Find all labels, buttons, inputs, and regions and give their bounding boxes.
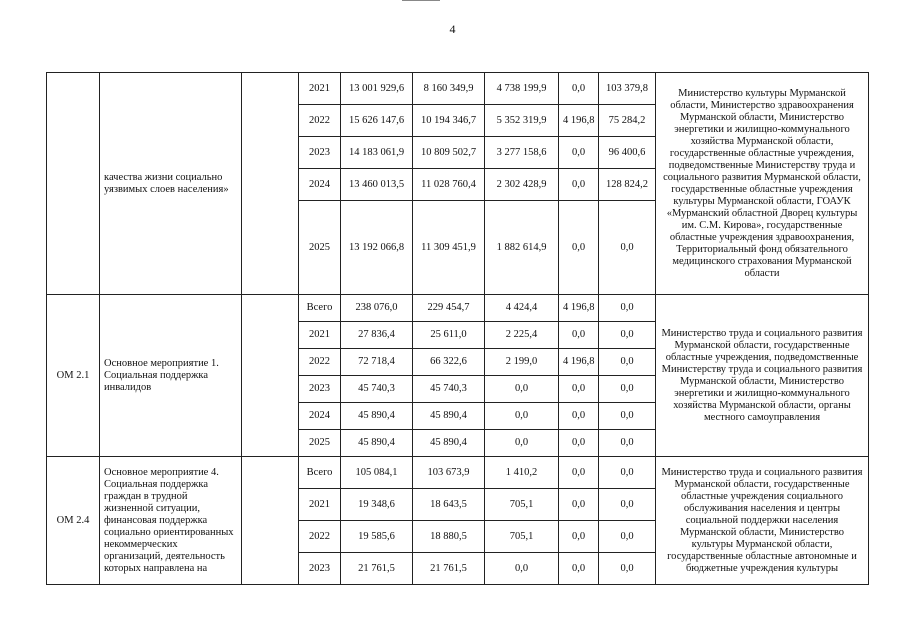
table-row xyxy=(47,295,869,322)
measure-name: Основное мероприятие 4. Социальная поддержка граждан в трудной жизненной ситуации, финансовая поддержка социально ориентированных некоммерческих организаций, деятельность которых направлена на xyxy=(100,457,242,585)
empty-cell xyxy=(242,457,299,585)
amount-cell: 103 379,8 xyxy=(599,73,656,105)
amount-cell: 96 400,6 xyxy=(599,137,656,169)
total-cell: 13 460 013,5 xyxy=(341,169,413,201)
year-cell: 2021 xyxy=(299,73,341,105)
amount-cell: 0,0 xyxy=(559,322,599,349)
amount-cell: 0,0 xyxy=(485,403,559,430)
total-cell: 72 718,4 xyxy=(341,349,413,376)
measure-name: Основное мероприятие 1. Социальная поддержка инвалидов xyxy=(100,295,242,457)
table-row xyxy=(47,457,869,489)
amount-cell: 10 194 346,7 xyxy=(413,105,485,137)
measure-code: ОМ 2.4 xyxy=(47,457,100,585)
total-cell: 27 836,4 xyxy=(341,322,413,349)
amount-cell: 0,0 xyxy=(599,403,656,430)
year-cell: 2023 xyxy=(299,137,341,169)
amount-cell: 103 673,9 xyxy=(413,457,485,489)
amount-cell: 0,0 xyxy=(599,521,656,553)
total-cell: 15 626 147,6 xyxy=(341,105,413,137)
amount-cell: 66 322,6 xyxy=(413,349,485,376)
executors-cell: Министерство культуры Мурманской области, Министерство здравоохранения Мурманской области, Министерство энергетики и жилищно-коммунального хозяйства Мурманской области, государственные областные учреждения, подведомственные Министерству труда и социального развития Мурманской области, государственные областные учреждения культуры Мурманской области, ГОАУК «Мурманский областной Дворец культуры им. С.М. Кирова», государственные областные учреждения здравоохранения, Территориальный фонд обязательного медицинского страхования Мурманской области xyxy=(656,73,869,295)
amount-cell: 0,0 xyxy=(559,201,599,295)
year-cell: 2022 xyxy=(299,105,341,137)
total-cell: 45 890,4 xyxy=(341,430,413,457)
year-cell: 2023 xyxy=(299,553,341,585)
table-row xyxy=(47,73,869,105)
year-cell: 2025 xyxy=(299,201,341,295)
amount-cell: 0,0 xyxy=(559,169,599,201)
year-cell: 2024 xyxy=(299,403,341,430)
amount-cell: 0,0 xyxy=(485,553,559,585)
amount-cell: 11 028 760,4 xyxy=(413,169,485,201)
amount-cell: 0,0 xyxy=(559,137,599,169)
amount-cell: 10 809 502,7 xyxy=(413,137,485,169)
amount-cell: 45 890,4 xyxy=(413,430,485,457)
year-cell: 2021 xyxy=(299,322,341,349)
total-cell: 19 348,6 xyxy=(341,489,413,521)
amount-cell: 4 424,4 xyxy=(485,295,559,322)
amount-cell: 0,0 xyxy=(559,403,599,430)
amount-cell: 11 309 451,9 xyxy=(413,201,485,295)
measure-code: ОМ 2.1 xyxy=(47,295,100,457)
amount-cell: 705,1 xyxy=(485,521,559,553)
amount-cell: 0,0 xyxy=(599,457,656,489)
amount-cell: 0,0 xyxy=(485,376,559,403)
amount-cell: 0,0 xyxy=(559,457,599,489)
amount-cell: 128 824,2 xyxy=(599,169,656,201)
amount-cell: 2 302 428,9 xyxy=(485,169,559,201)
amount-cell: 0,0 xyxy=(599,322,656,349)
amount-cell: 0,0 xyxy=(559,489,599,521)
amount-cell: 0,0 xyxy=(599,295,656,322)
amount-cell: 0,0 xyxy=(599,430,656,457)
year-cell: 2025 xyxy=(299,430,341,457)
amount-cell: 4 196,8 xyxy=(559,105,599,137)
amount-cell: 0,0 xyxy=(559,553,599,585)
amount-cell: 45 740,3 xyxy=(413,376,485,403)
amount-cell: 0,0 xyxy=(559,73,599,105)
amount-cell: 8 160 349,9 xyxy=(413,73,485,105)
amount-cell: 0,0 xyxy=(559,430,599,457)
executors-cell: Министерство труда и социального развития Мурманской области, государственные областные учреждения, подведомственные Министерству труда и социального развития Мурманской области, Министерство энергетики и жилищно-коммунального хозяйства Мурманской области, органы местного самоуправления xyxy=(656,295,869,457)
total-cell: 21 761,5 xyxy=(341,553,413,585)
top-scan-mark xyxy=(402,0,440,1)
year-cell: 2024 xyxy=(299,169,341,201)
amount-cell: 1 410,2 xyxy=(485,457,559,489)
total-cell: 45 740,3 xyxy=(341,376,413,403)
total-cell: 238 076,0 xyxy=(341,295,413,322)
amount-cell: 705,1 xyxy=(485,489,559,521)
amount-cell: 25 611,0 xyxy=(413,322,485,349)
amount-cell: 0,0 xyxy=(599,349,656,376)
year-cell: 2022 xyxy=(299,521,341,553)
page-number: 4 xyxy=(449,22,456,36)
amount-cell: 2 225,4 xyxy=(485,322,559,349)
total-cell: 13 192 066,8 xyxy=(341,201,413,295)
total-cell: 19 585,6 xyxy=(341,521,413,553)
amount-cell: 0,0 xyxy=(599,553,656,585)
amount-cell: 0,0 xyxy=(599,376,656,403)
total-cell: 14 183 061,9 xyxy=(341,137,413,169)
year-cell: 2023 xyxy=(299,376,341,403)
total-cell: 13 001 929,6 xyxy=(341,73,413,105)
amount-cell: 4 738 199,9 xyxy=(485,73,559,105)
executors-cell: Министерство труда и социального развития Мурманской области, государственные областные учреждения социального обслуживания населения и центры социальной поддержки населения Мурманской области, Министерство культуры Мурманской области, государственные областные автономные и бюджетные учреждения культуры xyxy=(656,457,869,585)
amount-cell: 2 199,0 xyxy=(485,349,559,376)
total-cell: 45 890,4 xyxy=(341,403,413,430)
amount-cell: 0,0 xyxy=(485,430,559,457)
amount-cell: 0,0 xyxy=(559,521,599,553)
amount-cell: 45 890,4 xyxy=(413,403,485,430)
amount-cell: 4 196,8 xyxy=(559,295,599,322)
year-cell: 2022 xyxy=(299,349,341,376)
amount-cell: 229 454,7 xyxy=(413,295,485,322)
measure-name: качества жизни социально уязвимых слоев населения» xyxy=(100,73,242,295)
amount-cell: 18 880,5 xyxy=(413,521,485,553)
amount-cell: 3 277 158,6 xyxy=(485,137,559,169)
amount-cell: 0,0 xyxy=(559,376,599,403)
empty-cell xyxy=(242,295,299,457)
amount-cell: 1 882 614,9 xyxy=(485,201,559,295)
total-cell: 105 084,1 xyxy=(341,457,413,489)
empty-cell xyxy=(242,73,299,295)
amount-cell: 0,0 xyxy=(599,489,656,521)
measure-code xyxy=(47,73,100,295)
year-cell: Всего xyxy=(299,295,341,322)
year-cell: 2021 xyxy=(299,489,341,521)
amount-cell: 0,0 xyxy=(599,201,656,295)
year-cell: Всего xyxy=(299,457,341,489)
amount-cell: 5 352 319,9 xyxy=(485,105,559,137)
amount-cell: 18 643,5 xyxy=(413,489,485,521)
amount-cell: 4 196,8 xyxy=(559,349,599,376)
program-funding-table xyxy=(46,72,869,585)
amount-cell: 21 761,5 xyxy=(413,553,485,585)
amount-cell: 75 284,2 xyxy=(599,105,656,137)
